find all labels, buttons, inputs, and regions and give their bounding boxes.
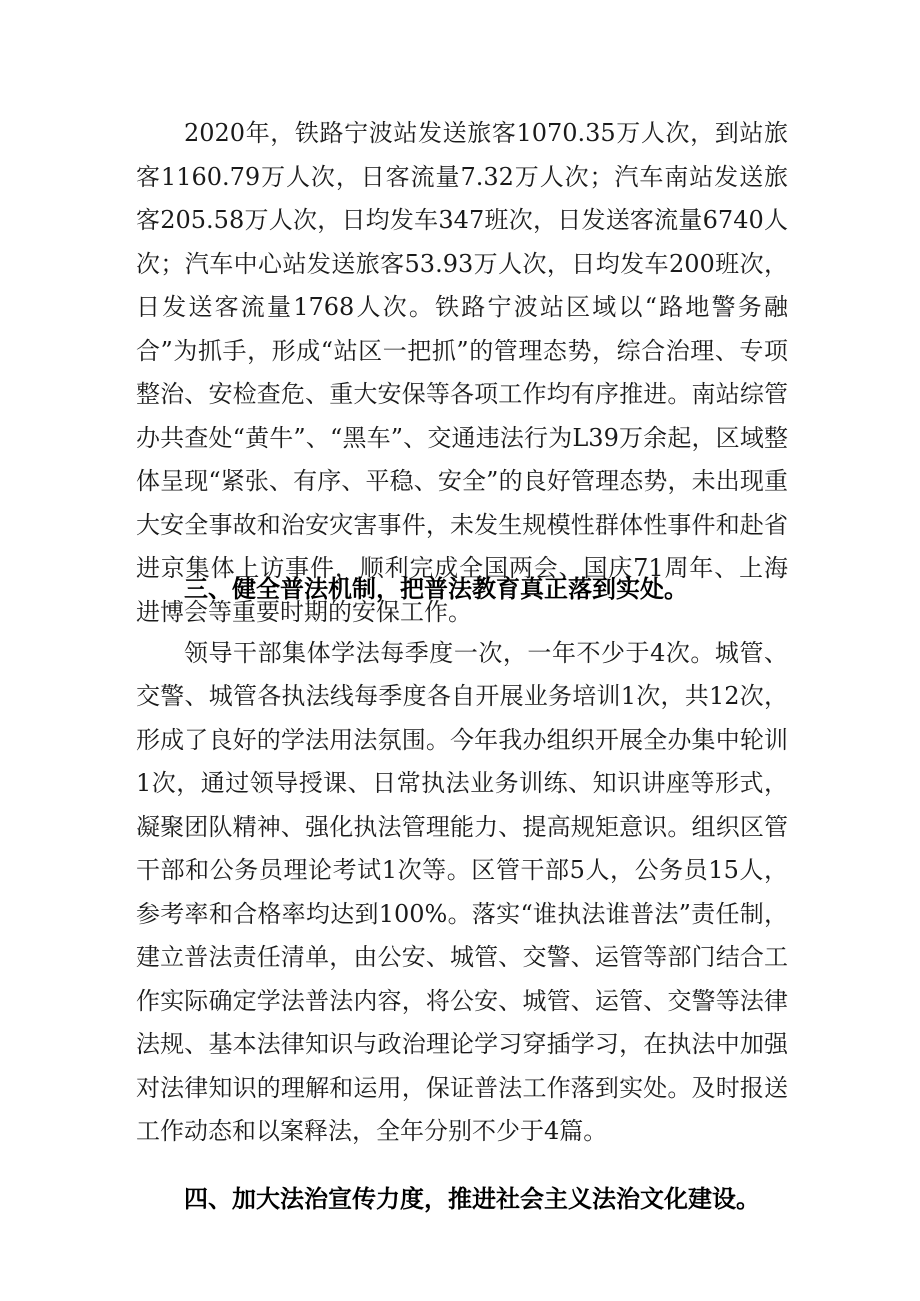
section-heading-4: 四、加大法治宣传力度，推进社会主义法治文化建设。 xyxy=(184,1184,760,1213)
document-body xyxy=(136,112,788,1221)
paragraph-station-statistics: 2020年，铁路宁波站发送旅客1070.35万人次，到站旅客1160.79万人次，日客流量7.32万人次；汽车南站发送旅客205.58万人次，日均发车347班次，日发送客流量6740人次；汽车中心站发送旅客53.93万人次，日均发车200班次，日发送客流量1768人次。铁路宁波站区域以“路地警务融合”为抓手，形成“站区一把抓”的管理态势，综合治理、专项整治、安检查危、重大安保等各项工作均有序推进。南站综管办共查处“黄牛”、“黑车”、交通违法行为L39万余起，区域整体呈现“紧张、有序、平稳、安全”的良好管理态势，未出现重大安全事故和治安灾害事件，未发生规模性群体性事件和赴省进京集体上访事件，顺利完成全国两会、国庆71周年、上海进博会等重要时期的安保工作。 xyxy=(136,119,788,626)
section-heading-3: 三、健全普法机制，把普法教育真正落到实处。 xyxy=(184,575,688,603)
paragraph-legal-education: 领导干部集体学法每季度一次，一年不少于4次。城管、交警、城管各执法线每季度各自开展业务培训1次，共12次，形成了良好的学法用法氛围。今年我办组织开展全办集中轮训1次，通过领导授课、日常执法业务训练、知识讲座等形式，凝聚团队精神、强化执法管理能力、提高规矩意识。组织区管干部和公务员理论考试1次等。区管干部5人，公务员15人，参考率和合格率均达到100%。落实“谁执法谁普法”责任制，建立普法责任清单，由公安、城管、交警、运管等部门结合工作实际确定学法普法内容，将公安、城管、运管、交警等法律法规、基本法律知识与政治理论学习穿插学习，在执法中加强对法律知识的理解和运用，保证普法工作落到实处。及时报送工作动态和以案释法，全年分别不少于4篇。 xyxy=(136,638,788,1145)
